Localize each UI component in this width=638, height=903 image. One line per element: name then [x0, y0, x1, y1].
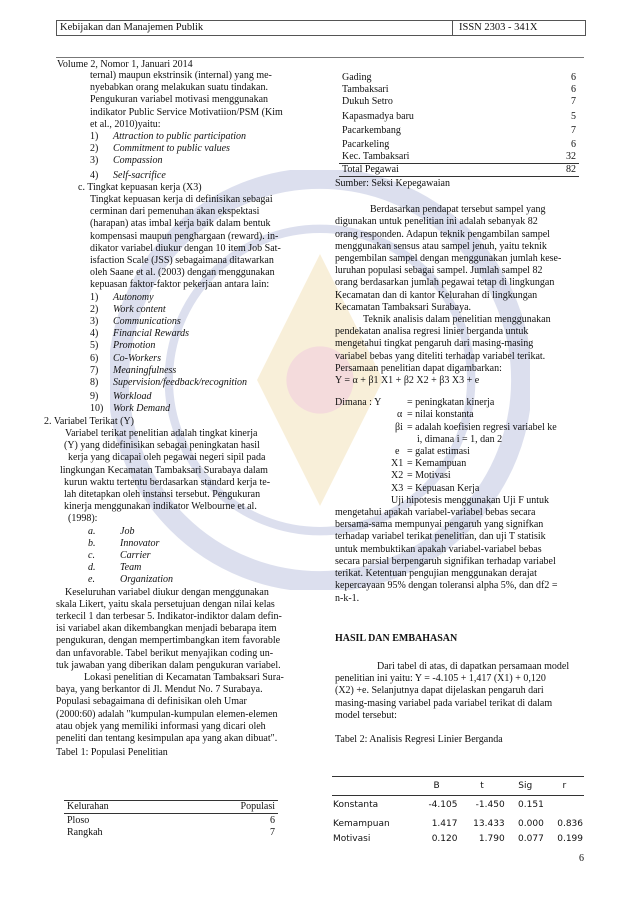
results-paragraph	[335, 661, 585, 722]
regression-equation: Y = α + β1 X1 + β2 X2 + β3 X3 + e	[335, 375, 480, 387]
text-line: lah ditetapkan oleh instansi tersebut. Pengukuran	[64, 488, 261, 500]
text-line: Kecamatan dan di kantor Kelurahan di lingkungan	[335, 289, 538, 301]
text-line: masing-masing variabel pada variabel terikat di dalam	[335, 697, 553, 709]
text-line: orang berdasarkan jumlah pegawai tetap di lingkungan	[335, 277, 555, 289]
section-heading-c: c. Tingkat kepuasan kerja (X3)	[78, 181, 202, 193]
table1-source: Sumber: Seksi Kepegawaian	[335, 178, 450, 189]
text-line: atau objek yang memiliki informasi yang dicari oleh	[56, 720, 266, 732]
table-row: Konstanta -4.105 -1.450 0.151	[333, 800, 544, 810]
text-line: kompensasi maupun penghargaan (reward). in-	[90, 230, 279, 242]
text-line: Populasi sebagaimana di definisikan oleh Umar	[56, 696, 247, 708]
table2-top-border	[332, 776, 584, 777]
population-table-right	[339, 72, 579, 177]
total-row: Total Pegawai 82	[339, 164, 579, 177]
text-line: Tingkat kepuasan kerja di definisikan sebagai	[90, 194, 273, 206]
table-row: Ploso 6	[67, 815, 275, 826]
text-line: Uji hipotesis menggunakan Uji F untuk	[391, 494, 550, 506]
text-line: Kecamatan Tambaksari Surabaya.	[335, 301, 472, 313]
text-line: (1998):	[68, 513, 98, 525]
table-row: Rangkah 7	[67, 827, 275, 838]
list-item: 4) Self-sacrifice	[90, 169, 166, 181]
text-line: secara parsial berpengaruh signifikan terhadap variabel	[335, 555, 556, 567]
volume-info: Volume 2, Nomor 1, Januari 2014	[57, 59, 193, 70]
list-item: 4) Financial Rewards	[90, 328, 190, 340]
text-line: Lokasi penelitian di Kecamatan Tambaksari Sura-	[84, 671, 284, 683]
text-line: isi variabel akan dikembangkan menjadi bebarapa item	[56, 623, 277, 635]
list-item: 6) Co-Workers	[90, 352, 161, 364]
table-header-row	[64, 801, 278, 814]
table-row: Dukuh Setro 7	[342, 96, 576, 107]
text-line: (Y) yang didefinisikan sebagai peningkatan hasil	[64, 440, 260, 452]
text-line: luruhan populasi sebagai sampel. Jumlah sampel 82	[335, 265, 543, 277]
text-line: Keseluruhan variabel diukur dengan menggunakan	[65, 586, 269, 598]
section-heading-hasil: HASIL DAN EMBAHASAN	[335, 632, 458, 644]
definition-row: i, dimana i = 1, dan 2	[417, 433, 503, 445]
text-line: digunakan untuk penelitian ini adalah sebanyak 82	[335, 216, 538, 228]
right-column	[335, 72, 585, 746]
text-line: Variabel terikat penelitian adalah tingkat kinerja	[65, 427, 258, 439]
hypothesis-paragraph	[335, 495, 585, 605]
text-line: Teknik analisis dalam penelitian menggunakan	[363, 314, 551, 326]
text-line: terikat. Ketentuan pengujian menggunakan derajat	[335, 568, 537, 580]
table-header-row	[332, 776, 584, 795]
definition-row: Dimana : Y = peningkatan kinerja	[335, 397, 495, 409]
text-line: et al., 2010)yaitu:	[90, 118, 161, 130]
list-item: 10) Work Demand	[90, 403, 171, 415]
list-item: 1) Attraction to public participation	[90, 131, 247, 143]
definition-row: βi = adalah koefisien regresi variabel ke	[395, 421, 557, 433]
text-line: pengukuran, dengan mempertimbangkan item favorable	[56, 635, 281, 647]
list-item: 8) Supervision/feedback/recognition	[90, 377, 248, 389]
text-line: terhadap variabel terikat penelitian, dan uji T statisik	[335, 531, 546, 543]
table-row: Pacarkembang 7	[342, 125, 576, 136]
text-line: (X2) +e. Selanjutnya dapat dijelaskan pengaruh dari	[335, 685, 544, 697]
table-row: Kec. Tambaksari 32	[342, 151, 576, 162]
text-line: isfaction Scale (JSS) sebagaimana ditawarkan	[90, 255, 274, 267]
text-line: dikator variabel diukur dengan 10 item Job Sat-	[90, 242, 281, 254]
text-line: kepuasan faktor-faktor pekerjaan antara lain:	[90, 279, 270, 291]
list-item: a. Job	[88, 525, 135, 537]
regression-table	[332, 776, 584, 846]
text-line: mengetahui tingkat pengaruh dari masing-masing	[335, 338, 534, 350]
table-row: Kapasmadya baru 5	[342, 111, 576, 122]
sampling-paragraph	[335, 204, 585, 387]
table-row: Pacarkeling 6	[342, 139, 576, 150]
list-item: b. Innovator	[88, 537, 160, 549]
job-satisfaction-paragraph	[60, 194, 320, 416]
definition-row: X3 = Kepuasan Kerja	[391, 482, 480, 494]
text-line: lingkungan Kecamatan Tambaksari Surabaya dalam	[60, 464, 268, 476]
column-header: r	[562, 780, 567, 791]
issn-label: ISSN 2303 - 341X	[459, 22, 538, 33]
text-line: kurun waktu tertentu berdasarkan standard kerja te-	[64, 476, 271, 488]
list-item: 3) Compassion	[90, 155, 163, 167]
list-item: 5) Promotion	[90, 340, 156, 352]
text-line: n-k-1.	[335, 592, 360, 604]
table1-caption: Tabel 1: Populasi Penelitian	[56, 747, 168, 759]
text-line: Berdasarkan pendapat tersebut sampel yang	[370, 204, 546, 216]
text-line: indikator Public Service Motivatiion/PSM (Kim	[90, 106, 283, 118]
intro-paragraph	[60, 70, 320, 182]
methods-paragraph	[56, 587, 320, 746]
list-item: d. Team	[88, 562, 142, 574]
journal-title: Kebijakan dan Manajemen Publik	[60, 22, 204, 33]
list-item: 1) Autonomy	[90, 291, 154, 303]
text-line: variabel bebas yang diteliti terhadap variabel terikat.	[335, 350, 546, 362]
section-heading-y: 2. Variabel Terikat (Y)	[44, 415, 135, 427]
population-table-left	[64, 800, 278, 839]
text-line: Pengukuran variabel motivasi menggunakan	[90, 94, 269, 106]
list-item: 7) Meaningfulness	[90, 364, 177, 376]
list-item: 9) Workload	[90, 391, 152, 403]
column-header: Populasi	[240, 801, 275, 812]
variable-definitions	[335, 397, 585, 495]
column-header: B	[433, 780, 440, 791]
text-line: tuk jawaban yang diberikan dalam pengukuran variabel.	[56, 659, 281, 671]
column-header: t	[480, 780, 484, 791]
table-row: Motivasi 0.120 1.790 0.077 0.199	[333, 834, 583, 844]
text-line: pengembilan sampel dengan menggunakan jumlah kese-	[335, 253, 562, 265]
table-row: Kemampuan 1.417 13.433 0.000 0.836	[333, 818, 583, 829]
text-line: model tersebut:	[335, 709, 397, 721]
list-item: 2) Work content	[90, 303, 166, 315]
definition-row: X2 = Motivasi	[391, 470, 451, 482]
text-line: untuk membuktikan apakah variabel-variabel bebas	[335, 543, 542, 555]
list-item: c. Carrier	[88, 549, 151, 561]
text-line: nyebabkan orang melakukan suatu tindakan.	[90, 82, 268, 94]
text-line: Persamaan penelitian dapat digambarkan:	[335, 362, 502, 374]
page-number: 6	[579, 853, 584, 864]
text-line: bersama-sama mempunyai pengaruh yang signifkan	[335, 519, 544, 531]
table2-caption: Tabel 2: Analisis Regresi Linier Berganda	[335, 733, 503, 745]
text-line: skala Likert, yaitu skala persetujuan dengan nilai kelas	[56, 598, 275, 610]
column-header: Sig	[518, 780, 533, 791]
definition-row: e = galat estimasi	[395, 446, 470, 458]
text-line: cerminan dari pemenuhan akan ekspektasi	[90, 206, 260, 218]
definition-row: X1 = Kemampuan	[391, 458, 467, 470]
table-row: Tambaksari 6	[342, 84, 576, 95]
text-line: oleh Saane et al. (2003) dengan menggunakan	[90, 267, 275, 279]
text-line: baya, yang berkantor di Jl. Mendut No. 7 Surabaya.	[56, 684, 263, 696]
text-line: peneliti dan tentang kesimpulan apa yang akan dibuat".	[56, 732, 278, 744]
text-line: penelitian ini yaitu: Y = -4.105 + 1,417 (X1) + 0,120	[335, 673, 546, 685]
dependent-variable-paragraph	[60, 428, 320, 526]
table2-header-border	[332, 795, 584, 796]
text-line: orang responden. Adapun teknik pengambilan sampel	[335, 228, 550, 240]
table-row: Gading 6	[342, 72, 576, 83]
text-line: Dari tabel di atas, di dapatkan persamaan model	[377, 660, 570, 672]
definition-row: α = nilai konstanta	[397, 409, 474, 421]
text-line: (2000:60) adalah "kumpulan-kumpulan elemen-elemen	[56, 708, 278, 720]
column-header	[332, 776, 415, 795]
list-item: e. Organization	[88, 574, 173, 586]
list-item: 3) Communications	[90, 316, 181, 328]
text-line: mengetahui apakah variabel-variabel bebas secara	[335, 507, 536, 519]
text-line: ternal) maupun ekstrinsik (internal) yang me-	[90, 70, 272, 81]
text-line: kinerja menggunakan indikator Welbourne et al.	[64, 501, 257, 513]
column-header: Kelurahan	[67, 801, 109, 812]
text-line: dan unfavorable. Tabel berikut menyajikan coding un-	[56, 647, 274, 659]
text-line: kepercayaan 95% dengan toleransi alpha 5%, dan df2 =	[335, 580, 558, 592]
text-line: menggunakan sensus atau sampel jenuh, yaitu teknik	[335, 240, 547, 252]
text-line: terkecil 1 dan terbesar 5. Indikator-indiktor dalam defin-	[56, 610, 282, 622]
list-item: 2) Commitment to public values	[90, 143, 230, 155]
left-column	[44, 70, 320, 759]
performance-indicator-list	[60, 526, 320, 587]
text-line: kerja yang dicapai oleh pegawai negeri sipil pada	[68, 452, 266, 464]
text-line: (harapan) atas imbal kerja baik dalam bentuk	[90, 218, 271, 230]
header-rule	[56, 57, 584, 58]
text-line: pendekatan analisa regresi linier berganda untuk	[335, 326, 529, 338]
